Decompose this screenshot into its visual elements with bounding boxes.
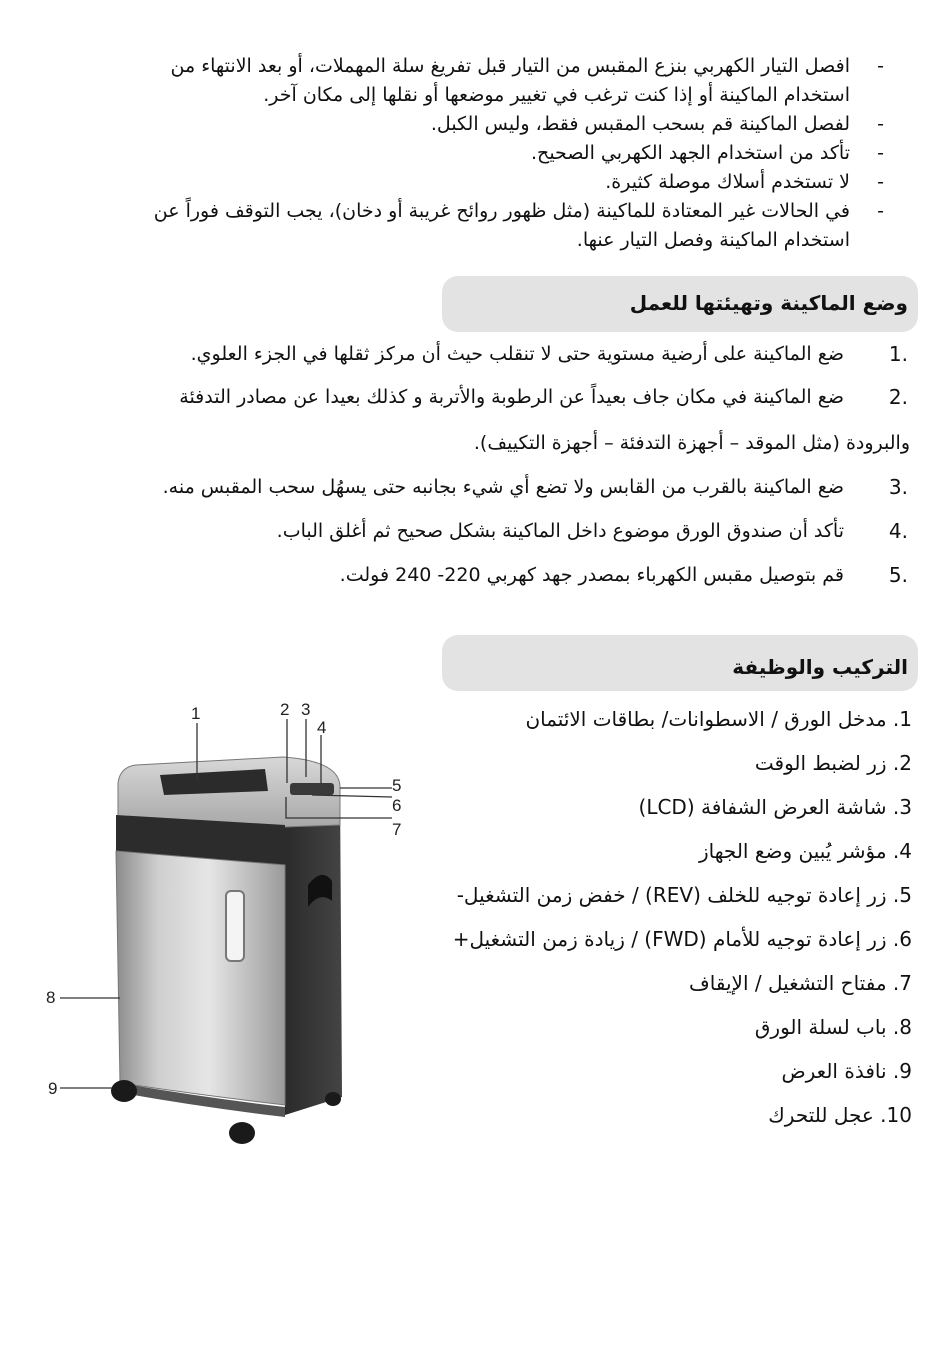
bullet-text: تأكد من استخدام الجهد الكهربي الصحيح. bbox=[531, 142, 850, 164]
setup-step bbox=[120, 561, 910, 605]
callout-1: 1 bbox=[191, 704, 201, 723]
safety-bullet-list bbox=[130, 52, 890, 255]
bullet-text: افصل التيار الكهربي بنزع المقبس من التيار قبل تفريغ سلة المهملات، أو بعد الانتهاء من استخدام الماكينة أو إذا كنت ترغب في تغيير موضعها أو نقلها إلى مكان آخر. bbox=[170, 55, 850, 106]
bullet-dash: - bbox=[877, 171, 884, 193]
callout-9: 9 bbox=[48, 1079, 58, 1098]
callout-5: 5 bbox=[392, 776, 402, 795]
component-item: 3. شاشة العرض الشفافة (LCD) bbox=[638, 795, 912, 819]
callout-4: 4 bbox=[317, 718, 327, 737]
setup-section-title: وضع الماكينة وتهيئتها للعمل bbox=[629, 291, 908, 315]
step-text: قم بتوصيل مقبس الكهرباء بمصدر جهد كهربي 220- 240 فولت. bbox=[339, 564, 844, 586]
components-section-title: التركيب والوظيفة bbox=[732, 655, 908, 679]
setup-step bbox=[120, 340, 910, 383]
component-item: 2. زر لضبط الوقت bbox=[754, 751, 912, 775]
callout-2: 2 bbox=[280, 700, 290, 719]
safety-bullet bbox=[130, 110, 890, 139]
component-item: 1. مدخل الورق / الاسطوانات/ بطاقات الائتمان bbox=[525, 707, 912, 731]
step-text: تأكد أن صندوق الورق موضوع داخل الماكينة بشكل صحيح ثم أغلق الباب. bbox=[276, 520, 844, 542]
callout-8: 8 bbox=[46, 988, 56, 1007]
step-number: 2. bbox=[888, 385, 908, 409]
bullet-dash: - bbox=[877, 113, 884, 135]
setup-step bbox=[120, 473, 910, 517]
basket-door bbox=[116, 851, 285, 1105]
safety-bullet bbox=[130, 197, 890, 255]
bullet-dash: - bbox=[877, 142, 884, 164]
step-text-continuation: والبرودة (مثل الموقد – أجهزة التدفئة – أجهزة التكييف). bbox=[473, 432, 910, 454]
safety-bullet bbox=[130, 139, 890, 168]
step-number: 4. bbox=[888, 519, 908, 543]
components-list bbox=[452, 704, 912, 1144]
setup-step bbox=[120, 383, 910, 473]
wheel bbox=[111, 1080, 137, 1102]
component-item: 5. زر إعادة توجيه للخلف (REV) / خفض زمن التشغيل- bbox=[456, 883, 912, 907]
bullet-text: لا تستخدم أسلاك موصلة كثيرة. bbox=[605, 171, 850, 193]
component-item: 9. نافذة العرض bbox=[781, 1059, 912, 1083]
step-number: 1. bbox=[888, 342, 908, 366]
component-item: 4. مؤشر يُبين وضع الجهاز bbox=[698, 839, 912, 863]
safety-bullet bbox=[130, 52, 890, 110]
shredder-illustration bbox=[40, 695, 440, 1155]
callout-3: 3 bbox=[301, 700, 311, 719]
step-number: 3. bbox=[888, 475, 908, 499]
components-section-header bbox=[442, 635, 918, 691]
wheel bbox=[325, 1092, 341, 1106]
setup-steps-list bbox=[120, 340, 910, 605]
step-text: ضع الماكينة بالقرب من القابس ولا تضع أي شيء بجانبه حتى يسهُل سحب المقبس منه. bbox=[162, 476, 844, 498]
callout-7: 7 bbox=[392, 820, 402, 839]
step-text: ضع الماكينة على أرضية مستوية حتى لا تنقلب حيث أن مركز ثقلها في الجزء العلوي. bbox=[190, 343, 844, 365]
control-panel bbox=[290, 783, 334, 795]
bullet-text: في الحالات غير المعتادة للماكينة (مثل ظهور روائح غريبة أو دخان)، يجب التوقف فوراً عن استخدام الماكينة وفصل التيار عنها. bbox=[153, 200, 850, 251]
component-item: 7. مفتاح التشغيل / الإيقاف bbox=[689, 971, 912, 995]
component-item: 8. باب لسلة الورق bbox=[754, 1015, 912, 1039]
component-item: 6. زر إعادة توجيه للأمام (FWD) / زيادة زمن التشغيل+ bbox=[452, 927, 912, 951]
safety-bullet bbox=[130, 168, 890, 197]
bullet-dash: - bbox=[877, 55, 884, 77]
component-item: 10. عجل للتحرك bbox=[768, 1103, 912, 1127]
setup-section-header bbox=[442, 276, 918, 332]
bullet-text: لفصل الماكينة قم بسحب المقبس فقط، وليس الكبل. bbox=[430, 113, 850, 135]
callout-6: 6 bbox=[392, 796, 402, 815]
setup-step bbox=[120, 517, 910, 561]
step-text: ضع الماكينة في مكان جاف بعيداً عن الرطوبة والأتربة و كذلك بعيدا عن مصادر التدفئة bbox=[179, 386, 844, 408]
wheel bbox=[229, 1122, 255, 1144]
bullet-dash: - bbox=[877, 200, 884, 222]
step-number: 5. bbox=[888, 563, 908, 587]
view-window bbox=[226, 891, 244, 961]
